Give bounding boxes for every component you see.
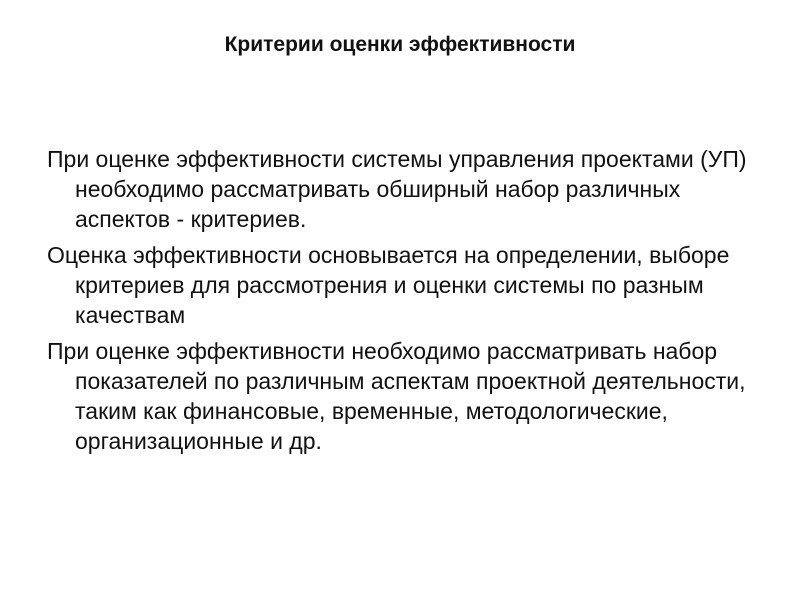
paragraph-system-evaluation: При оценке эффективности системы управления проектами (УП) необходимо рассматривать обширный набор различных аспектов - критериев. (47, 146, 747, 232)
paragraph-indicators: При оценке эффективности необходимо рассматривать набор показателей по различным аспектам проектной деятельности, таким как финансовые, временные, методологические, организационные и др. (47, 338, 746, 454)
slide-title: Критерии оценки эффективности (224, 33, 576, 56)
slide-body (47, 144, 767, 462)
paragraph-criteria-selection: Оценка эффективности основывается на определении, выборе критериев для рассмотрения и оценки системы по разным качествам (47, 242, 730, 328)
